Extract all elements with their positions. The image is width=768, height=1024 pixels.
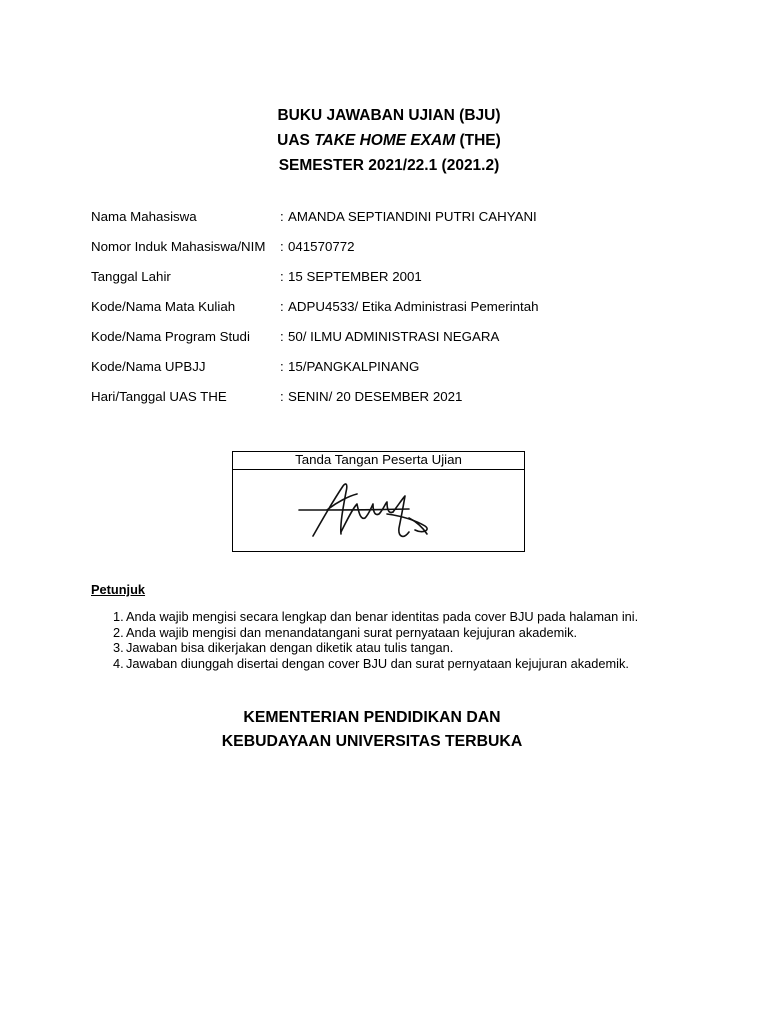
identity-separator: : [280, 299, 284, 314]
identity-row [91, 267, 691, 297]
identity-separator: : [280, 389, 284, 404]
identity-row [91, 237, 691, 267]
instruction-number: 1. [113, 609, 124, 624]
instruction-item [91, 656, 711, 672]
identity-label: Kode/Nama Program Studi [91, 329, 250, 344]
instruction-text: Jawaban bisa dikerjakan dengan diketik atau tulis tangan. [126, 640, 454, 655]
signature-label: Tanda Tangan Peserta Ujian [233, 452, 524, 470]
identity-value: AMANDA SEPTIANDINI PUTRI CAHYANI [288, 209, 537, 224]
instruction-text: Anda wajib mengisi secara lengkap dan benar identitas pada cover BJU pada halaman ini. [126, 609, 639, 624]
instructions-section [91, 581, 711, 671]
institution-footer [0, 706, 744, 754]
identity-separator: : [280, 359, 284, 374]
identity-separator: : [280, 329, 284, 344]
identity-label: Hari/Tanggal UAS THE [91, 389, 227, 404]
identity-table [91, 207, 691, 417]
instruction-number: 3. [113, 640, 124, 655]
identity-value: 50/ ILMU ADMINISTRASI NEGARA [288, 329, 500, 344]
title-the-suffix: (THE) [455, 132, 501, 149]
document-title [0, 103, 768, 178]
title-line-bju: BUKU JAWABAN UJIAN (BJU) [277, 107, 501, 124]
identity-separator: : [280, 209, 284, 224]
signature-box [232, 451, 525, 552]
identity-row [91, 387, 691, 417]
identity-separator: : [280, 269, 284, 284]
identity-row [91, 357, 691, 387]
title-take-home-exam: TAKE HOME EXAM [314, 132, 456, 149]
instructions-list [91, 609, 711, 671]
identity-value: 15 SEPTEMBER 2001 [288, 269, 422, 284]
footer-line-ministry: KEMENTERIAN PENDIDIKAN DAN [243, 709, 501, 726]
instruction-number: 4. [113, 655, 124, 671]
title-line-semester: SEMESTER 2021/22.1 (2021.2) [278, 157, 500, 174]
identity-label: Kode/Nama UPBJJ [91, 359, 206, 374]
identity-value: 041570772 [288, 239, 355, 254]
identity-value: SENIN/ 20 DESEMBER 2021 [288, 389, 463, 404]
identity-row [91, 207, 691, 237]
identity-label: Kode/Nama Mata Kuliah [91, 299, 236, 314]
identity-value: ADPU4533/ Etika Administrasi Pemerintah [288, 299, 539, 314]
handwritten-signature-icon [291, 474, 481, 550]
identity-separator: : [280, 239, 284, 254]
footer-line-university: KEBUDAYAAN UNIVERSITAS TERBUKA [221, 733, 523, 750]
identity-label: Tanggal Lahir [91, 269, 171, 284]
instruction-item [91, 640, 711, 656]
instruction-text: Anda wajib mengisi dan menandatangani surat pernyataan kejujuran akademik. [126, 624, 578, 640]
instructions-heading: Petunjuk [91, 582, 146, 597]
identity-row [91, 297, 691, 327]
title-line-uas [0, 128, 768, 153]
instruction-text: Jawaban diunggah disertai dengan cover BJU dan surat pernyataan kejujuran akademik. [126, 655, 629, 671]
identity-label: Nomor Induk Mahasiswa/NIM [91, 239, 266, 254]
instruction-number: 2. [113, 624, 124, 640]
identity-row [91, 327, 691, 357]
instruction-item [91, 625, 711, 641]
instruction-item [91, 609, 711, 625]
identity-label: Nama Mahasiswa [91, 209, 197, 224]
identity-value: 15/PANGKALPINANG [288, 359, 420, 374]
title-uas-prefix: UAS [277, 132, 315, 149]
